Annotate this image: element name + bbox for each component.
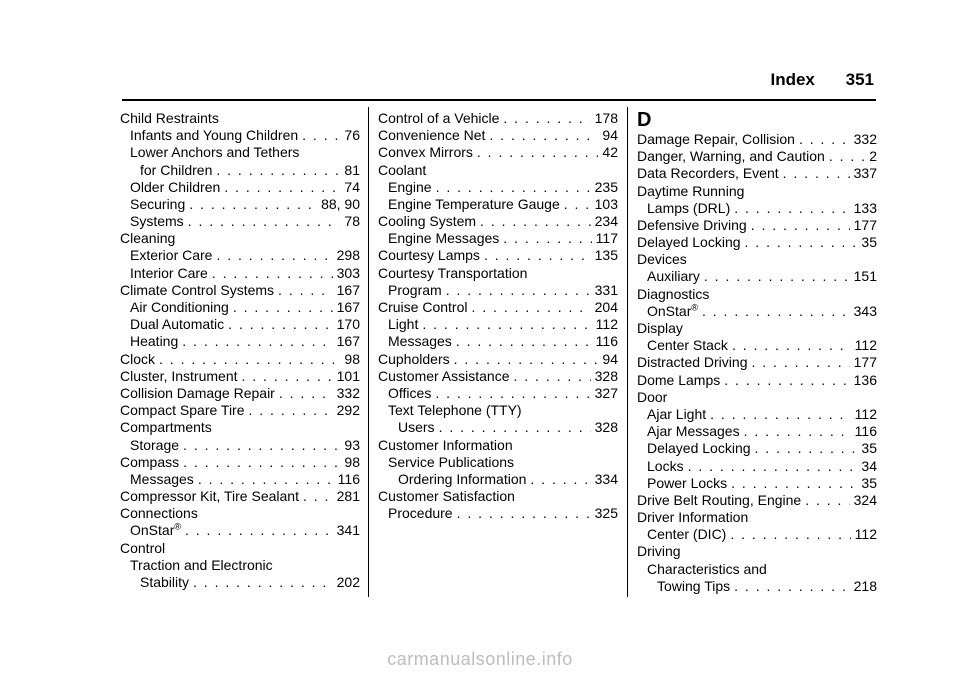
- dot-leader: [564, 196, 591, 213]
- index-entry: [637, 406, 877, 423]
- dot-leader: [189, 196, 317, 213]
- entry-term: Cooling System: [378, 213, 477, 230]
- page-reference: 2: [869, 148, 877, 165]
- index-entry: [378, 299, 618, 316]
- dot-leader: [732, 337, 851, 354]
- index-entry: [637, 303, 877, 320]
- dot-leader: [456, 333, 592, 350]
- page-reference: 93: [344, 436, 360, 453]
- page-reference: 298: [336, 247, 360, 264]
- entry-term: Delayed Locking: [647, 440, 751, 457]
- index-entry: [637, 354, 877, 371]
- registered-mark: ®: [174, 521, 181, 532]
- index-entry: [637, 526, 877, 543]
- watermark: carmanualsonline.info: [387, 649, 573, 669]
- page-reference: 202: [336, 574, 360, 591]
- index-entry: [120, 454, 360, 471]
- dot-leader: [734, 578, 849, 595]
- entry-term: Procedure: [388, 505, 453, 522]
- page-reference: 327: [594, 384, 618, 401]
- index-entry: [378, 385, 618, 402]
- page-reference: 204: [594, 299, 618, 316]
- index-entry: [378, 505, 618, 522]
- dot-leader: [783, 165, 850, 182]
- dot-leader: [751, 217, 850, 234]
- page-reference: 35: [861, 474, 877, 491]
- index-entry: [637, 234, 877, 251]
- page-reference: 170: [336, 316, 360, 333]
- index-entry: [637, 423, 877, 440]
- entry-term: Program: [388, 281, 442, 298]
- entry-term: Service Publications: [388, 453, 515, 470]
- column-divider: [368, 107, 369, 597]
- index-entry: [378, 179, 618, 196]
- dot-leader: [228, 316, 332, 333]
- dot-leader: [480, 213, 591, 230]
- dot-leader: [710, 406, 851, 423]
- index-entry: [120, 505, 360, 522]
- index-entry: [378, 213, 618, 230]
- index-entry: [637, 286, 877, 303]
- entry-term: Systems: [130, 213, 184, 230]
- page-number: 351: [845, 70, 874, 89]
- entry-term: Child Restraints: [120, 109, 219, 126]
- index-entry: [120, 368, 360, 385]
- page-reference: 112: [854, 337, 877, 354]
- entry-term: Customer Information: [378, 436, 513, 453]
- entry-term: Drive Belt Routing, Engine: [637, 491, 802, 508]
- index-entry: [120, 540, 360, 557]
- dot-leader: [471, 299, 590, 316]
- entry-term: Ordering Information: [398, 470, 527, 487]
- index-column-1: [120, 110, 360, 591]
- section-title: Index: [770, 70, 815, 89]
- page-reference: 177: [853, 216, 877, 233]
- entry-term: Devices: [637, 251, 687, 268]
- dot-leader: [183, 437, 340, 454]
- dot-leader: [185, 522, 333, 539]
- entry-term: Offices: [388, 384, 432, 401]
- index-entry: [378, 488, 618, 505]
- index-entry: [378, 144, 618, 161]
- entry-term: Power Locks: [647, 474, 728, 491]
- dot-leader: [303, 488, 333, 505]
- index-entry: [120, 333, 360, 350]
- entry-term: Data Recorders, Event: [637, 165, 779, 182]
- entry-term: Display: [637, 320, 683, 337]
- dot-leader: [805, 492, 849, 509]
- index-entry: [637, 509, 877, 526]
- index-entry: [637, 320, 877, 337]
- entry-term: Cupholders: [378, 350, 450, 367]
- entry-term: Older Children: [130, 178, 221, 195]
- dot-leader: [734, 200, 849, 217]
- page-reference: 34: [861, 457, 877, 474]
- page-reference: 35: [861, 234, 877, 251]
- entry-term: Driver Information: [637, 509, 749, 526]
- entry-term: Interior Care: [130, 264, 208, 281]
- index-entry: [378, 437, 618, 454]
- dot-leader: [484, 247, 591, 264]
- index-entry: [120, 402, 360, 419]
- index-entry: [637, 389, 877, 406]
- entry-term: Auxiliary: [647, 268, 700, 285]
- index-entry: [637, 337, 877, 354]
- dot-leader: [457, 505, 591, 522]
- header-rule: [122, 99, 876, 101]
- page-reference: 136: [853, 371, 877, 388]
- dot-leader: [503, 230, 591, 247]
- entry-term: Ajar Light: [647, 405, 707, 422]
- dot-leader: [193, 574, 333, 591]
- index-entry: [120, 419, 360, 436]
- index-entry: [120, 282, 360, 299]
- entry-term: Towing Tips: [657, 577, 731, 594]
- dot-leader: [530, 471, 590, 488]
- dot-leader: [436, 179, 591, 196]
- entry-term: Damage Repair, Collision: [637, 130, 795, 147]
- dot-leader: [731, 475, 857, 492]
- index-entry: [637, 217, 877, 234]
- index-entry: [637, 578, 877, 595]
- entry-term: Engine Messages: [388, 230, 500, 247]
- entry-term: Control of a Vehicle: [378, 109, 500, 126]
- page-reference: 101: [336, 367, 360, 384]
- entry-term: Users: [398, 419, 435, 436]
- index-entry: [637, 440, 877, 457]
- page-reference: 281: [336, 488, 360, 505]
- dot-leader: [159, 351, 340, 368]
- index-entry: [120, 144, 360, 161]
- entry-term: Lower Anchors and Tethers: [130, 144, 300, 161]
- entry-term: Courtesy Lamps: [378, 247, 480, 264]
- index-entry: [637, 131, 877, 148]
- page-reference: 117: [595, 230, 618, 247]
- index-entry: [378, 316, 618, 333]
- index-entry: [378, 454, 618, 471]
- dot-leader: [702, 303, 850, 320]
- entry-term: Customer Satisfaction: [378, 488, 515, 505]
- page-reference: 94: [602, 127, 618, 144]
- page-reference: 331: [594, 281, 618, 298]
- dot-leader: [216, 162, 340, 179]
- page-reference: 81: [344, 161, 360, 178]
- page-reference: 337: [853, 165, 877, 182]
- entry-term: Convenience Net: [378, 127, 486, 144]
- entry-term: Climate Control Systems: [120, 281, 275, 298]
- index-column-3: [637, 110, 877, 595]
- page-reference: 78: [344, 213, 360, 230]
- index-entry: [120, 265, 360, 282]
- entry-term: Traction and Electronic: [130, 556, 273, 573]
- index-entry: [637, 148, 877, 165]
- dot-leader: [799, 131, 850, 148]
- index-entry: [378, 196, 618, 213]
- page-reference: 303: [336, 264, 360, 281]
- index-entry: [120, 523, 360, 540]
- dot-leader: [503, 110, 590, 127]
- dot-leader: [249, 402, 333, 419]
- index-entry: [637, 183, 877, 200]
- entry-term: OnStar®: [130, 521, 181, 539]
- page-reference: 234: [594, 213, 618, 230]
- index-entry: [120, 299, 360, 316]
- page-reference: 328: [594, 367, 618, 384]
- dot-leader: [489, 127, 598, 144]
- dot-leader: [212, 265, 333, 282]
- page-reference: 332: [336, 384, 360, 401]
- index-entry: [120, 316, 360, 333]
- entry-term: Storage: [130, 436, 180, 453]
- page-reference: 94: [602, 350, 618, 367]
- dot-leader: [730, 526, 850, 543]
- entry-term: Heating: [130, 333, 179, 350]
- index-entry: [120, 230, 360, 247]
- entry-term: Text Telephone (TTY): [388, 402, 522, 419]
- entry-term: Customer Assistance: [378, 367, 510, 384]
- index-entry: [637, 561, 877, 578]
- entry-term: Convex Mirrors: [378, 144, 473, 161]
- page-reference: 324: [853, 491, 877, 508]
- entry-term: Defensive Driving: [637, 216, 747, 233]
- index-entry: [120, 557, 360, 574]
- dot-leader: [688, 458, 858, 475]
- index-column-2: [378, 110, 618, 523]
- dot-leader: [242, 368, 333, 385]
- page-reference: 292: [336, 402, 360, 419]
- entry-term: Characteristics and: [647, 560, 767, 577]
- entry-term: Exterior Care: [130, 247, 213, 264]
- index-entry: [378, 248, 618, 265]
- entry-term: Driving: [637, 543, 681, 560]
- index-entry: [378, 419, 618, 436]
- entry-term: Door: [637, 388, 668, 405]
- index-entry: [378, 282, 618, 299]
- index-entry: [378, 368, 618, 385]
- dot-leader: [704, 268, 850, 285]
- entry-term: Securing: [130, 195, 186, 212]
- index-entry: [378, 471, 618, 488]
- page-reference: 332: [853, 130, 877, 147]
- page-reference: 133: [853, 199, 877, 216]
- entry-term: Cleaning: [120, 230, 176, 247]
- entry-term: Danger, Warning, and Caution: [637, 148, 825, 165]
- page-reference: 103: [594, 195, 618, 212]
- index-entry: [637, 544, 877, 561]
- page-reference: 116: [854, 423, 877, 440]
- dot-leader: [233, 299, 333, 316]
- index-entry: [120, 248, 360, 265]
- index-entry: [120, 179, 360, 196]
- entry-term: Cruise Control: [378, 299, 468, 316]
- entry-term: Compass: [120, 453, 180, 470]
- entry-term: Daytime Running: [637, 182, 745, 199]
- index-entry: [637, 269, 877, 286]
- page-reference: 116: [337, 470, 360, 487]
- entry-term: Coolant: [378, 161, 427, 178]
- page-reference: 112: [595, 316, 618, 333]
- page-reference: 218: [853, 577, 877, 594]
- page-reference: 334: [594, 470, 618, 487]
- entry-term: OnStar®: [647, 302, 698, 319]
- dot-leader: [446, 282, 591, 299]
- column-divider: [627, 107, 628, 597]
- index-entry: [637, 251, 877, 268]
- page-reference: 235: [594, 178, 618, 195]
- dot-leader: [829, 148, 865, 165]
- index-entry: [378, 333, 618, 350]
- page-reference: 74: [344, 178, 360, 195]
- page-reference: 325: [594, 505, 618, 522]
- dot-leader: [744, 423, 851, 440]
- entry-term: Compact Spare Tire: [120, 402, 245, 419]
- dot-leader: [454, 351, 599, 368]
- index-entry: [637, 165, 877, 182]
- page-header: [770, 70, 874, 90]
- dot-leader: [439, 419, 591, 436]
- page-reference: 98: [344, 350, 360, 367]
- index-entry: [378, 110, 618, 127]
- dot-leader: [724, 372, 849, 389]
- page-reference: 343: [853, 302, 877, 319]
- page-reference: 76: [344, 127, 360, 144]
- entry-term: Locks: [647, 457, 684, 474]
- dot-leader: [514, 368, 591, 385]
- index-entry: [120, 574, 360, 591]
- index-entry: [120, 110, 360, 127]
- index-letter-heading: D: [637, 109, 652, 131]
- entry-term: Diagnostics: [637, 285, 710, 302]
- entry-term: Engine: [388, 178, 432, 195]
- entry-term: Delayed Locking: [637, 234, 741, 251]
- page-reference: 177: [853, 354, 877, 371]
- entry-term: Stability: [140, 574, 190, 591]
- page-reference: 88, 90: [321, 195, 360, 212]
- entry-term: Distracted Driving: [637, 354, 748, 371]
- index-entry: [378, 402, 618, 419]
- dot-leader: [435, 385, 590, 402]
- entry-term: Dome Lamps: [637, 371, 721, 388]
- entry-term: Connections: [120, 505, 198, 522]
- index-entry: [120, 351, 360, 368]
- entry-term: Clock: [120, 350, 156, 367]
- entry-term: Collision Damage Repair: [120, 384, 275, 401]
- page-reference: 328: [594, 419, 618, 436]
- entry-term: Cluster, Instrument: [120, 367, 238, 384]
- page-reference: 178: [594, 109, 618, 126]
- page-reference: 151: [853, 268, 877, 285]
- dot-leader: [422, 316, 591, 333]
- page-reference: 341: [336, 522, 360, 539]
- page-reference: 98: [344, 453, 360, 470]
- entry-term: Ajar Messages: [647, 423, 740, 440]
- index-entry: [637, 200, 877, 217]
- entry-term: Messages: [130, 470, 194, 487]
- dot-leader: [751, 354, 849, 371]
- index-entry: [637, 492, 877, 509]
- index-entry: [378, 162, 618, 179]
- dot-leader: [182, 333, 332, 350]
- index-entry: [637, 475, 877, 492]
- dot-leader: [188, 213, 341, 230]
- registered-mark: ®: [691, 302, 698, 313]
- dot-leader: [745, 234, 858, 251]
- entry-term: Dual Automatic: [130, 316, 225, 333]
- entry-term: Light: [388, 316, 419, 333]
- entry-term: Center Stack: [647, 337, 728, 354]
- entry-term: Control: [120, 539, 166, 556]
- dot-leader: [477, 144, 599, 161]
- page-reference: 167: [336, 281, 360, 298]
- page-reference: 112: [854, 405, 877, 422]
- entry-term: Air Conditioning: [130, 299, 229, 316]
- index-entry: [120, 488, 360, 505]
- dot-leader: [198, 471, 334, 488]
- index-entry: [378, 127, 618, 144]
- index-entry: [120, 437, 360, 454]
- entry-term: Compartments: [120, 419, 212, 436]
- dot-leader: [224, 179, 340, 196]
- dot-leader: [216, 247, 332, 264]
- entry-term: Courtesy Transportation: [378, 264, 528, 281]
- index-entry: [378, 351, 618, 368]
- index-entry: [637, 458, 877, 475]
- entry-term: Compressor Kit, Tire Sealant: [120, 488, 299, 505]
- dot-leader: [183, 454, 340, 471]
- dot-leader: [755, 440, 858, 457]
- entry-term: for Children: [140, 161, 213, 178]
- page-reference: 42: [602, 144, 618, 161]
- index-entry: [378, 230, 618, 247]
- entry-term: Center (DIC): [647, 526, 727, 543]
- entry-term: Infants and Young Children: [130, 127, 299, 144]
- entry-term: Engine Temperature Gauge: [388, 195, 560, 212]
- entry-term: Lamps (DRL): [647, 199, 731, 216]
- index-entry: [120, 471, 360, 488]
- page-reference: 112: [854, 526, 877, 543]
- dot-leader: [279, 385, 333, 402]
- page-reference: 167: [336, 333, 360, 350]
- index-entry: [120, 385, 360, 402]
- index-entry: [120, 213, 360, 230]
- dot-leader: [302, 127, 340, 144]
- index-entry: [378, 265, 618, 282]
- index-entry: [637, 372, 877, 389]
- page-reference: 167: [336, 299, 360, 316]
- page-reference: 35: [861, 440, 877, 457]
- page-reference: 116: [595, 333, 618, 350]
- index-entry: [120, 162, 360, 179]
- page-reference: 135: [594, 247, 618, 264]
- index-entry: [120, 196, 360, 213]
- dot-leader: [278, 282, 333, 299]
- entry-term: Messages: [388, 333, 452, 350]
- index-entry: [120, 127, 360, 144]
